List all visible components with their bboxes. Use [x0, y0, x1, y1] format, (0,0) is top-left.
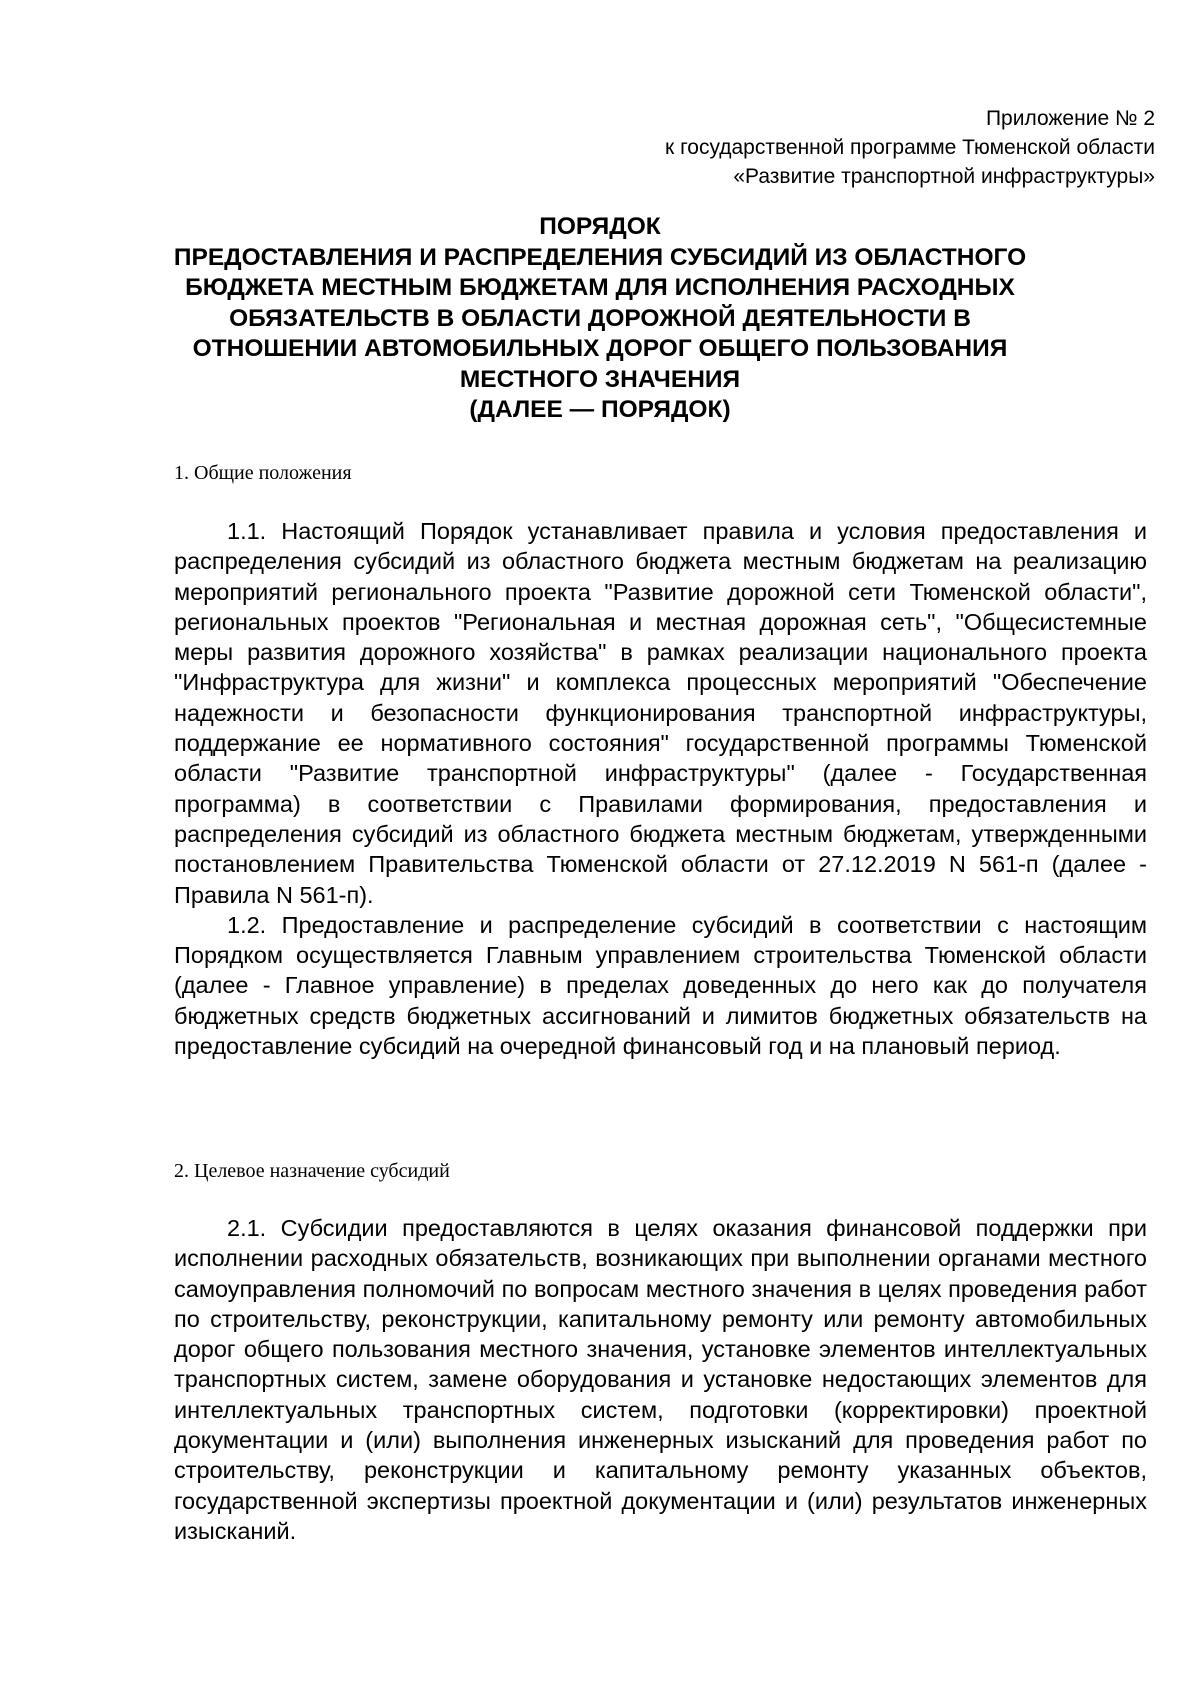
title-line: ОТНОШЕНИИ АВТОМОБИЛЬНЫХ ДОРОГ ОБЩЕГО ПОЛЬЗОВАНИЯ: [192, 335, 1008, 362]
appendix-number: Приложение № 2: [985, 107, 1155, 130]
document-title: [150, 212, 1050, 426]
title-line: ОБЯЗАТЕЛЬСТВ В ОБЛАСТИ ДОРОЖНОЙ ДЕЯТЕЛЬНОСТИ В: [229, 304, 971, 332]
title-line: МЕСТНОГО ЗНАЧЕНИЯ: [459, 365, 741, 393]
title-line: ПОРЯДОК: [539, 213, 661, 240]
paragraph-1-1: 1.1. Настоящий Порядок устанавливает правила и условия предоставления и распределения субсидий из областного бюджета местным бюджетам на реализацию мероприятий регионального проекта "Развитие дорожной сети Тюменской области", региональных проектов "Региональная и местная дорожная сеть", "Общесистемные меры развития дорожного хозяйства" в рамках реализации национального проекта "Инфраструктура для жизни" и комплекса процессных мероприятий "Обеспечение надежности и безопасности функционирования транспортной инфраструктуры, поддержание ее нормативного состояния" государственной программы Тюменской области "Развитие транспортной инфраструктуры" (далее - Государственная программа) в соответствии с Правилами формирования, предоставления и распределения субсидий из областного бюджета местным бюджетам, утвержденными постановлением Правительства Тюменской области от 27.12.2019 N 561-п (далее - Правила N 561-п).: [174, 518, 1147, 908]
section-1-heading: 1. Общие положения: [174, 462, 352, 484]
section-2-heading: 2. Целевое назначение субсидий: [174, 1160, 450, 1182]
appendix-header: [255, 104, 1155, 191]
paragraph-1-2: 1.2. Предоставление и распределение субсидий в соответствии с настоящим Порядком осуществляется Главным управлением строительства Тюменской области (далее - Главное управление) в пределах доведенных до него как до получателя бюджетных средств бюджетных ассигнований и лимитов бюджетных обязательств на предоставление субсидий на очередной финансовый год и на плановый период.: [174, 911, 1147, 1060]
title-line: (ДАЛЕЕ — ПОРЯДОК): [469, 396, 731, 423]
title-line: ПРЕДОСТАВЛЕНИЯ И РАСПРЕДЕЛЕНИЯ СУБСИДИЙ ИЗ ОБЛАСТНОГО: [173, 243, 1027, 271]
appendix-program-ref: к государственной программе Тюменской области: [665, 136, 1155, 159]
title-line: БЮДЖЕТА МЕСТНЫМ БЮДЖЕТАМ ДЛЯ ИСПОЛНЕНИЯ РАСХОДНЫХ: [185, 274, 1015, 301]
section-1-body: [174, 516, 1147, 1061]
paragraph-2-1: 2.1. Субсидии предоставляются в целях оказания финансовой поддержки при исполнении расходных обязательств, возникающих при выполнении органами местного самоуправления полномочий по вопросам местного значения в целях проведения работ по строительству, реконструкции, капитальному ремонту или ремонту автомобильных дорог общего пользования местного значения, установке элементов интеллектуальных транспортных систем, замене оборудования и установке недостающих элементов для интеллектуальных транспортных систем, подготовки (корректировки) проектной документации и (или) выполнения инженерных изысканий для проведения работ по строительству, реконструкции и капитальному ремонту указанных объектов, государственной экспертизы проектной документации и (или) результатов инженерных изысканий.: [174, 1215, 1147, 1544]
appendix-program-name: «Развитие транспортной инфраструктуры»: [733, 165, 1155, 188]
section-2-body: [174, 1213, 1147, 1546]
